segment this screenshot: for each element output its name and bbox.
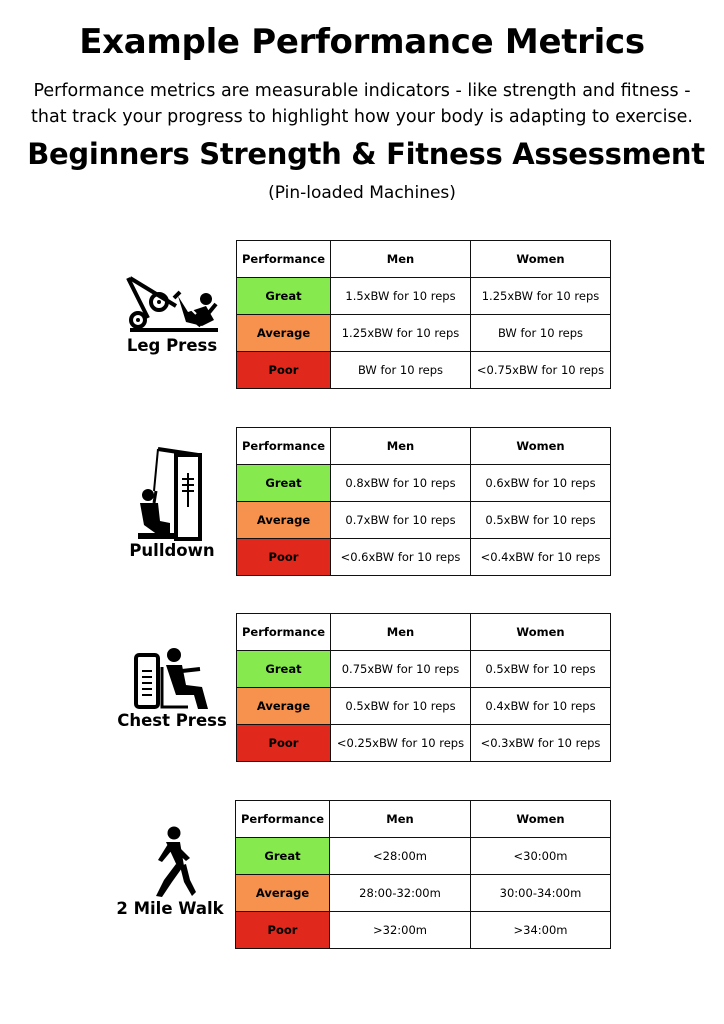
women-cell: <0.3xBW for 10 reps bbox=[471, 725, 611, 762]
leg-press-table bbox=[236, 240, 611, 389]
pulldown-icon bbox=[136, 445, 204, 541]
men-cell: <0.6xBW for 10 reps bbox=[331, 539, 471, 576]
average-cell: Average bbox=[237, 502, 331, 539]
women-header: Women bbox=[471, 614, 611, 651]
women-cell: 0.5xBW for 10 reps bbox=[471, 502, 611, 539]
men-header: Men bbox=[331, 241, 471, 278]
chest-press-icon bbox=[132, 647, 212, 711]
pulldown-section bbox=[0, 427, 724, 582]
leg-press-label: Leg Press bbox=[126, 336, 218, 355]
table-header-row bbox=[237, 241, 611, 278]
women-cell: <30:00m bbox=[471, 838, 611, 875]
table-row bbox=[237, 502, 611, 539]
average-cell: Average bbox=[237, 688, 331, 725]
leg-press-section bbox=[0, 240, 724, 395]
poor-cell: Poor bbox=[237, 539, 331, 576]
table-header-row bbox=[237, 428, 611, 465]
great-cell: Great bbox=[236, 838, 330, 875]
table-row bbox=[237, 688, 611, 725]
women-cell: 0.6xBW for 10 reps bbox=[471, 465, 611, 502]
performance-header: Performance bbox=[237, 428, 331, 465]
table-row bbox=[237, 539, 611, 576]
chest-press-section bbox=[0, 613, 724, 768]
performance-header: Performance bbox=[236, 801, 330, 838]
men-cell: >32:00m bbox=[330, 912, 471, 949]
women-cell: <0.75xBW for 10 reps bbox=[471, 352, 611, 389]
table-row bbox=[237, 465, 611, 502]
women-cell: >34:00m bbox=[471, 912, 611, 949]
average-cell: Average bbox=[236, 875, 330, 912]
men-header: Men bbox=[330, 801, 471, 838]
pulldown-table bbox=[236, 427, 611, 576]
women-cell: 1.25xBW for 10 reps bbox=[471, 278, 611, 315]
table-row bbox=[236, 875, 611, 912]
two-mile-walk-section bbox=[0, 800, 724, 955]
men-cell: 0.8xBW for 10 reps bbox=[331, 465, 471, 502]
pulldown-label: Pulldown bbox=[129, 541, 215, 560]
women-cell: BW for 10 reps bbox=[471, 315, 611, 352]
great-cell: Great bbox=[237, 651, 331, 688]
table-row bbox=[236, 838, 611, 875]
men-header: Men bbox=[331, 428, 471, 465]
table-row bbox=[237, 352, 611, 389]
table-header-row bbox=[236, 801, 611, 838]
women-header: Women bbox=[471, 428, 611, 465]
men-cell: 1.25xBW for 10 reps bbox=[331, 315, 471, 352]
men-cell: 28:00-32:00m bbox=[330, 875, 471, 912]
poor-cell: Poor bbox=[237, 725, 331, 762]
women-cell: 0.4xBW for 10 reps bbox=[471, 688, 611, 725]
performance-header: Performance bbox=[237, 241, 331, 278]
table-row bbox=[237, 315, 611, 352]
men-cell: <28:00m bbox=[330, 838, 471, 875]
men-cell: 0.5xBW for 10 reps bbox=[331, 688, 471, 725]
great-cell: Great bbox=[237, 278, 331, 315]
chest-press-table bbox=[236, 613, 611, 762]
women-header: Women bbox=[471, 241, 611, 278]
table-row bbox=[237, 278, 611, 315]
men-cell: 0.75xBW for 10 reps bbox=[331, 651, 471, 688]
men-cell: BW for 10 reps bbox=[331, 352, 471, 389]
women-header: Women bbox=[471, 801, 611, 838]
women-cell: <0.4xBW for 10 reps bbox=[471, 539, 611, 576]
average-cell: Average bbox=[237, 315, 331, 352]
section-heading: Beginners Strength & Fitness Assessment bbox=[27, 137, 705, 171]
great-cell: Great bbox=[237, 465, 331, 502]
table-row bbox=[236, 912, 611, 949]
performance-header: Performance bbox=[237, 614, 331, 651]
poor-cell: Poor bbox=[237, 352, 331, 389]
men-cell: 1.5xBW for 10 reps bbox=[331, 278, 471, 315]
equipment-note: (Pin-loaded Machines) bbox=[268, 183, 456, 203]
poor-cell: Poor bbox=[236, 912, 330, 949]
walking-person-icon bbox=[150, 826, 196, 898]
two-mile-walk-label: 2 Mile Walk bbox=[116, 899, 224, 918]
men-cell: <0.25xBW for 10 reps bbox=[331, 725, 471, 762]
men-header: Men bbox=[331, 614, 471, 651]
two-mile-walk-table bbox=[235, 800, 611, 949]
women-cell: 30:00-34:00m bbox=[471, 875, 611, 912]
page-title: Example Performance Metrics bbox=[79, 22, 645, 62]
women-cell: 0.5xBW for 10 reps bbox=[471, 651, 611, 688]
chest-press-label: Chest Press bbox=[117, 711, 227, 730]
table-header-row bbox=[237, 614, 611, 651]
table-row bbox=[237, 725, 611, 762]
leg-press-icon bbox=[126, 274, 218, 334]
table-row bbox=[237, 651, 611, 688]
intro-paragraph: Performance metrics are measurable indicators - like strength and fitness - that track your progress to highlight how your body is adapting to exercise. bbox=[31, 81, 693, 127]
men-cell: 0.7xBW for 10 reps bbox=[331, 502, 471, 539]
